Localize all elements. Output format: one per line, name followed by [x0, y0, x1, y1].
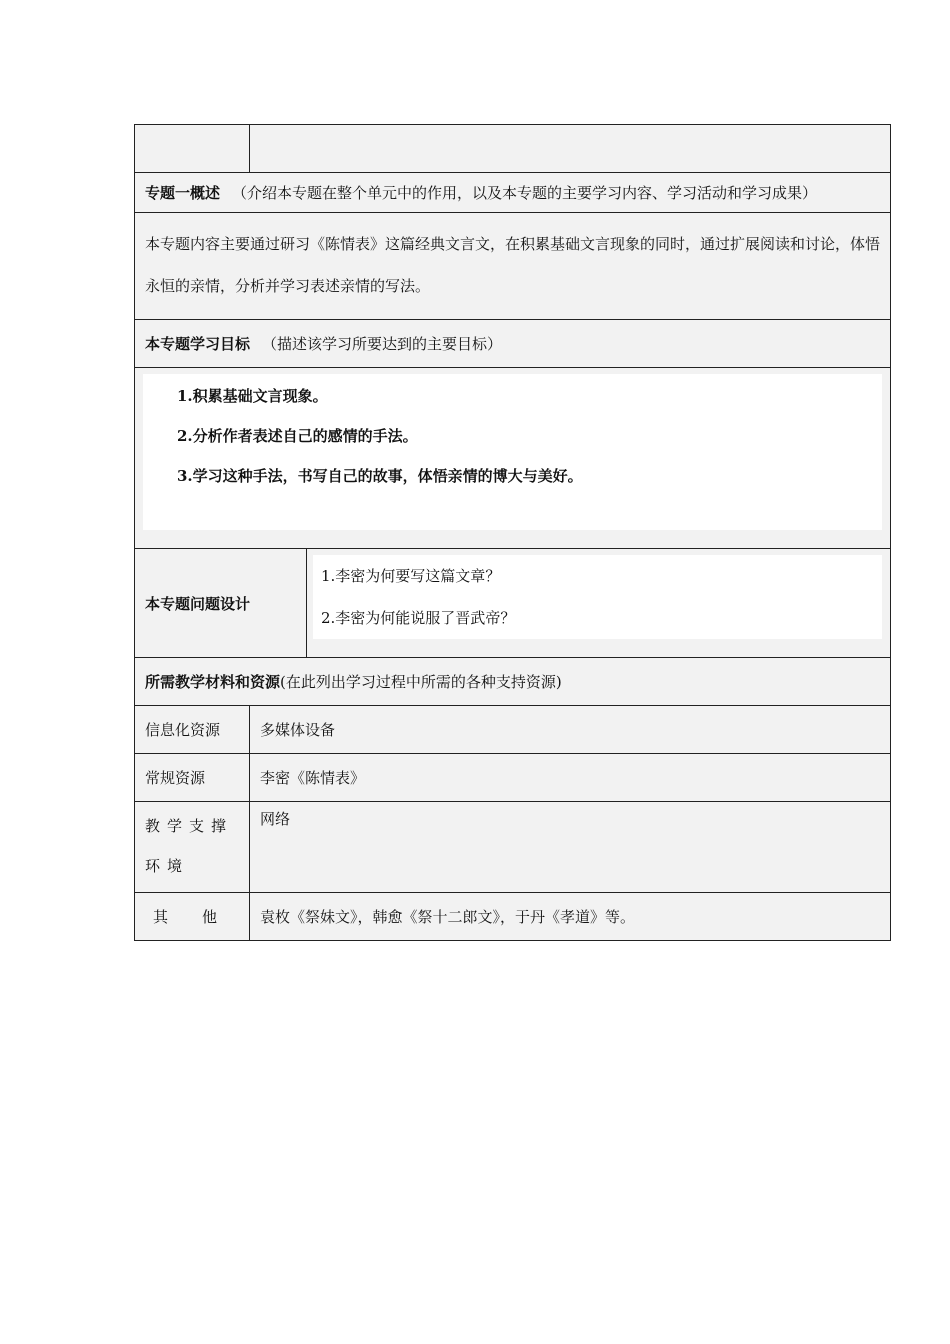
overview-body-cell [135, 213, 891, 320]
resource-label: 信息化资源 [135, 706, 250, 754]
resource-row-environment [135, 802, 891, 893]
resource-row-digital [135, 706, 891, 754]
goals-title: 本专题学习目标 [145, 335, 251, 353]
resource-value: 多媒体设备 [250, 706, 891, 754]
overview-body: 本专题内容主要通过研习《陈情表》这篇经典文言文，在积累基础文言现象的同时，通过扩展阅读和讨论，体悟永恒的亲情，分析并学习表述亲情的写法。 [145, 235, 881, 295]
goals-body-row [135, 368, 891, 549]
resource-label-cell [135, 802, 250, 893]
goals-list [143, 374, 882, 530]
goal-item: 1.积累基础文言现象。 [177, 387, 328, 405]
resources-heading-row [135, 658, 891, 706]
goals-heading-row [135, 320, 891, 368]
resource-value: 袁枚《祭妹文》，韩愈《祭十二郎文》，于丹《孝道》等。 [250, 893, 891, 941]
blank-cell-left [135, 125, 250, 173]
resource-label-part: 其 [153, 908, 169, 926]
questions-title: 本专题问题设计 [135, 549, 307, 658]
goal-item: 2.分析作者表述自己的感情的手法。 [177, 427, 418, 445]
questions-list [313, 555, 882, 639]
resource-label-cell [135, 893, 250, 941]
goals-note: （描述该学习所要达到的主要目标） [262, 335, 503, 353]
overview-heading-row [135, 173, 891, 213]
resources-heading-cell [135, 658, 891, 706]
resources-title: 所需教学材料和资源 [145, 673, 281, 691]
questions-cell [307, 549, 891, 658]
lesson-plan-table [134, 124, 891, 941]
resource-label: 常规资源 [135, 754, 250, 802]
question-item: 2.李密为何能说服了晋武帝？ [321, 609, 516, 627]
overview-title: 专题一概述 [145, 184, 221, 202]
resource-value: 李密《陈情表》 [250, 754, 891, 802]
goals-heading-cell [135, 320, 891, 368]
blank-cell-right [250, 125, 891, 173]
goal-item: 3.学习这种手法，书写自己的故事，体悟亲情的博大与美好。 [177, 467, 583, 485]
overview-note: （介绍本专题在整个单元中的作用，以及本专题的主要学习内容、学习活动和学习成果） [232, 184, 818, 202]
resource-value: 网络 [250, 802, 891, 893]
resource-row-other [135, 893, 891, 941]
resources-note: (在此列出学习过程中所需的各种支持资源) [280, 673, 562, 691]
overview-body-row [135, 213, 891, 320]
overview-heading-cell [135, 173, 891, 213]
resource-label: 教学支撑环境 [145, 817, 234, 875]
goals-body-cell [135, 368, 891, 549]
questions-row [135, 549, 891, 658]
resource-row-regular [135, 754, 891, 802]
blank-header-row [135, 125, 891, 173]
question-item: 1.李密为何要写这篇文章？ [321, 567, 501, 585]
resource-label-part: 他 [202, 908, 218, 926]
